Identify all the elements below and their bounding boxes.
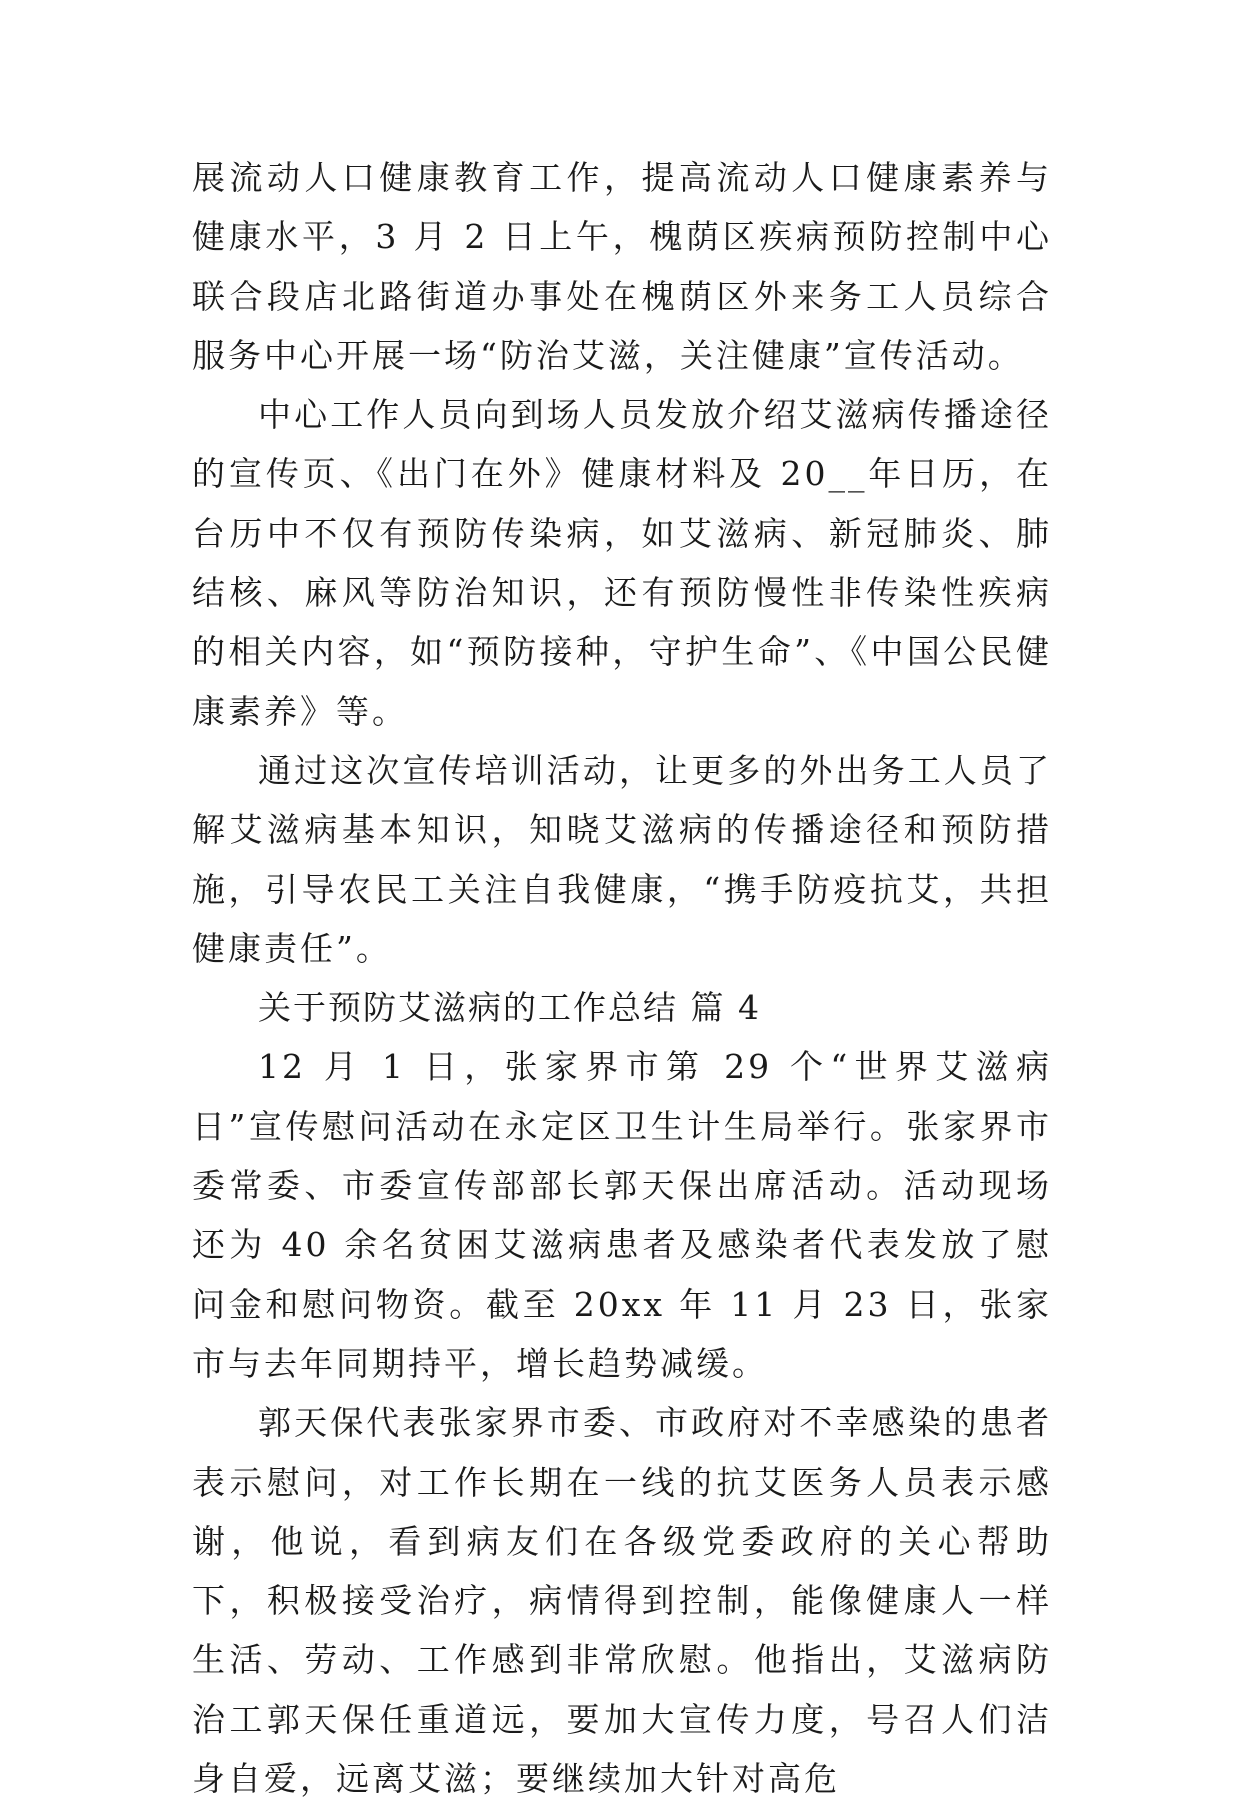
paragraph-outcome: 通过这次宣传培训活动，让更多的外出务工人员了解艾滋病基本知识，知晓艾滋病的传播途径和预防措施，引导农民工关注自我健康，“携手防疫抗艾，共担健康责任”。 [192,750,1052,968]
document-body [192,148,1052,1808]
paragraph-speech: 郭天保代表张家界市委、市政府对不幸感染的患者表示慰问，对工作长期在一线的抗艾医务人员表示感谢，他说，看到病友们在各级党委政府的关心帮助下，积极接受治疗，病情得到控制，能像健康人一样生活、劳动、工作感到非常欣慰。他指出，艾滋病防治工郭天保任重道远，要加大宣传力度，号召人们洁身自爱，远离艾滋；要继续加大针对高危 [192,1403,1052,1799]
paragraph-event: 12 月 1 日，张家界市第 29 个“世界艾滋病日”宣传慰问活动在永定区卫生计生局举行。张家界市委常委、市委宣传部部长郭天保出席活动。活动现场还为 40 余名贫困艾滋病患者及感染者代表发放了慰问金和慰问物资。截至 20xx 年 11 月 23 日，张家市与去年同期持平，增长趋势减缓。 [192,1047,1052,1383]
section-heading: 关于预防艾滋病的工作总结 篇 4 [258,988,761,1028]
paragraph-materials: 中心工作人员向到场人员发放介绍艾滋病传播途径的宣传页、《出门在外》健康材料及 20__年日历，在台历中不仅有预防传染病，如艾滋病、新冠肺炎、肺结核、麻风等防治知识，还有预防慢性非传染性疾病的相关内容，如“预防接种，守护生命”、《中国公民健康素养》等。 [192,395,1052,731]
paragraph-continued-intro: 展流动人口健康教育工作，提高流动人口健康素养与健康水平，3 月 2 日上午，槐荫区疾病预防控制中心联合段店北路街道办事处在槐荫区外来务工人员综合服务中心开展一场“防治艾滋，关注健康”宣传活动。 [192,158,1052,375]
